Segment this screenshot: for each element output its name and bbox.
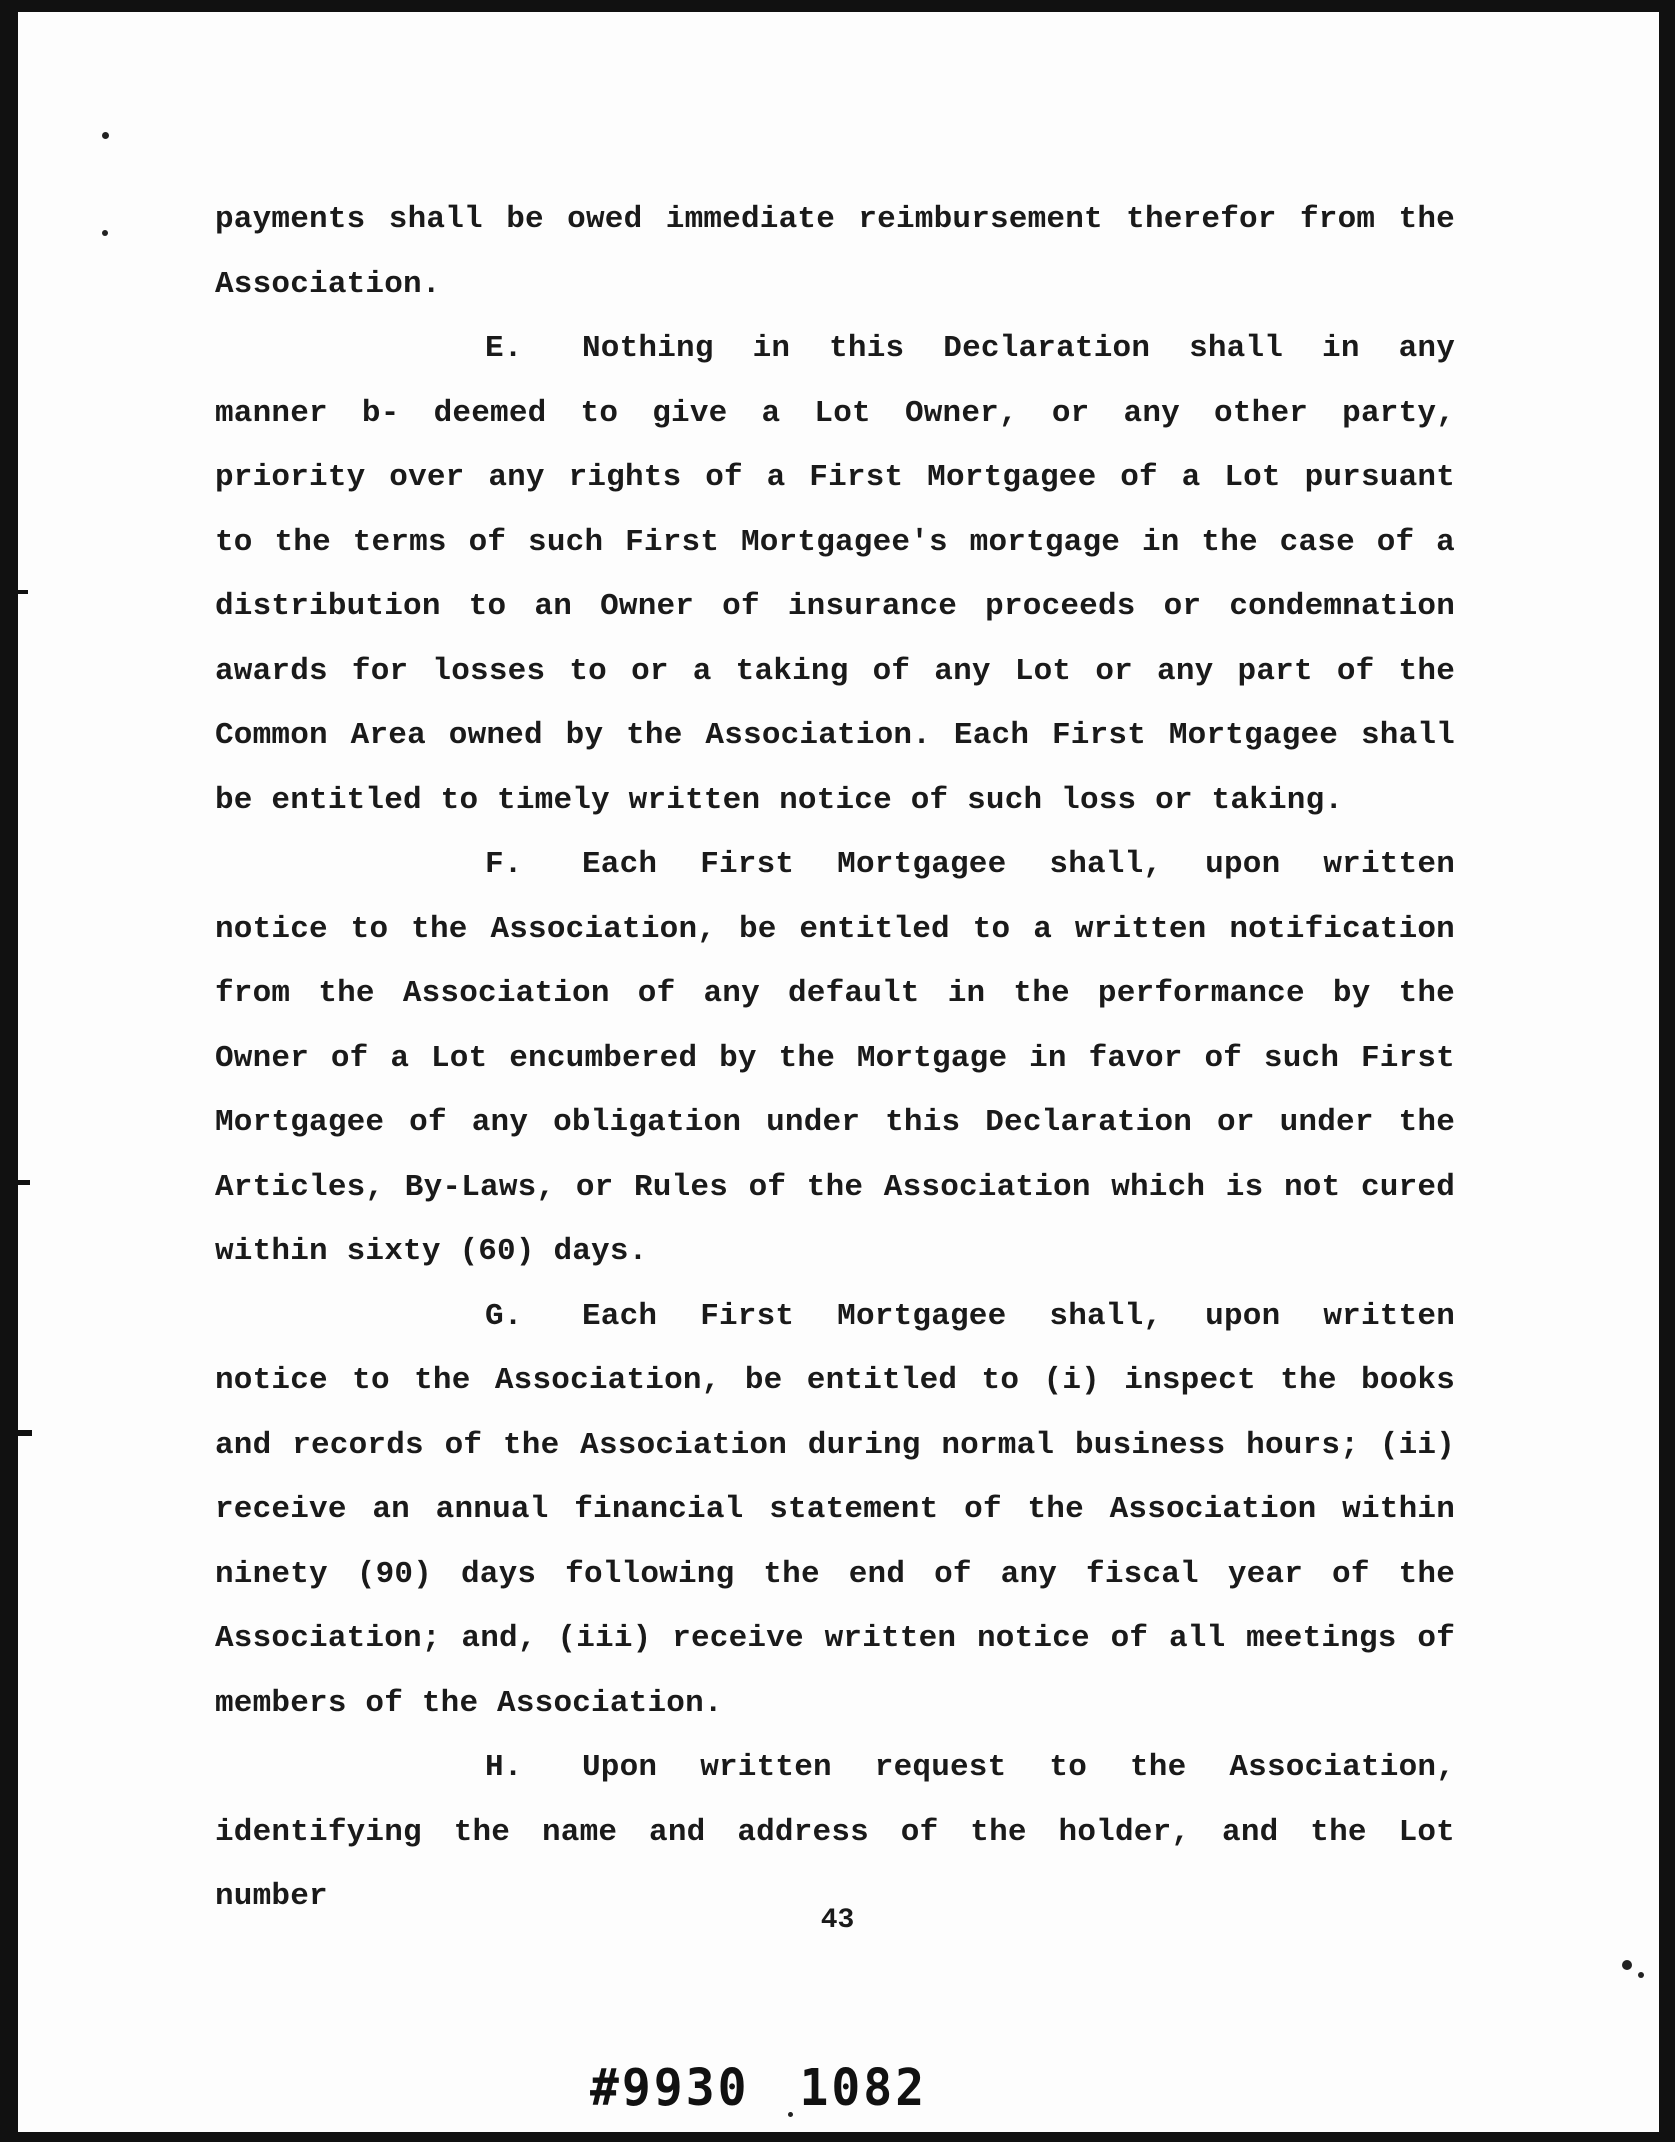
paragraph-g (215, 1285, 1455, 1737)
stamp-page-number: 1082 (799, 2058, 928, 2118)
paragraph-e (215, 317, 1455, 833)
paragraph-f (215, 833, 1455, 1285)
scan-speck (1622, 1960, 1632, 1970)
paragraph-text: Each First Mortgagee shall, upon written notice to the Association, be entitled to (i) inspect the books and records of the Association during normal business hours; (ii) receive an annual financial statement of the Association within ninety (90) days following the end of any fiscal year of the Association; and, (iii) receive written notice of all meetings of members of the Association. (215, 1298, 1455, 1721)
paragraph-continued (215, 188, 1455, 317)
edge-mark (18, 590, 28, 594)
stamp-book-number: #9930 (590, 2058, 750, 2118)
paragraph-label: H. (485, 1750, 523, 1785)
scan-speck (102, 230, 108, 236)
edge-mark (18, 1180, 30, 1185)
paragraph-h (215, 1736, 1455, 1930)
edge-mark (18, 1430, 32, 1436)
paragraph-label: G. (485, 1298, 523, 1334)
recording-stamp (590, 2059, 927, 2118)
paragraph-label: E. (485, 331, 523, 366)
paragraph-text: payments shall be owed immediate reimbursement therefor from the Association. (215, 202, 1455, 302)
scan-speck (1638, 1972, 1644, 1978)
page-number: 43 (820, 1905, 855, 1936)
paragraph-text: Nothing in this Declaration shall in any manner b- deemed to give a Lot Owner, or any other party, priority over any rights of a First Mortgagee of a Lot pursuant to the terms of such First Mortgagee's mortgage in the case of a distribution to an Owner of insurance proceeds or condemnation awards for losses to or a taking of any Lot or any part of the Common Area owned by the Association. Each First Mortgagee shall be entitled to timely written notice of such loss or taking. (215, 331, 1455, 818)
body-text (215, 188, 1455, 1930)
paragraph-text: Each First Mortgagee shall, upon written notice to the Association, be entitled to a written notification from the Association of any default in the performance by the Owner of a Lot encumbered by the Mortgage in favor of such First Mortgagee of any obligation under this Declaration or under the Articles, By-Laws, or Rules of the Association which is not cured within sixty (60) days. (215, 847, 1455, 1269)
scan-speck (102, 132, 109, 139)
paragraph-label: F. (485, 847, 523, 882)
paragraph-text: Upon written request to the Association, identifying the name and address of the holder, and the Lot number (215, 1750, 1455, 1914)
